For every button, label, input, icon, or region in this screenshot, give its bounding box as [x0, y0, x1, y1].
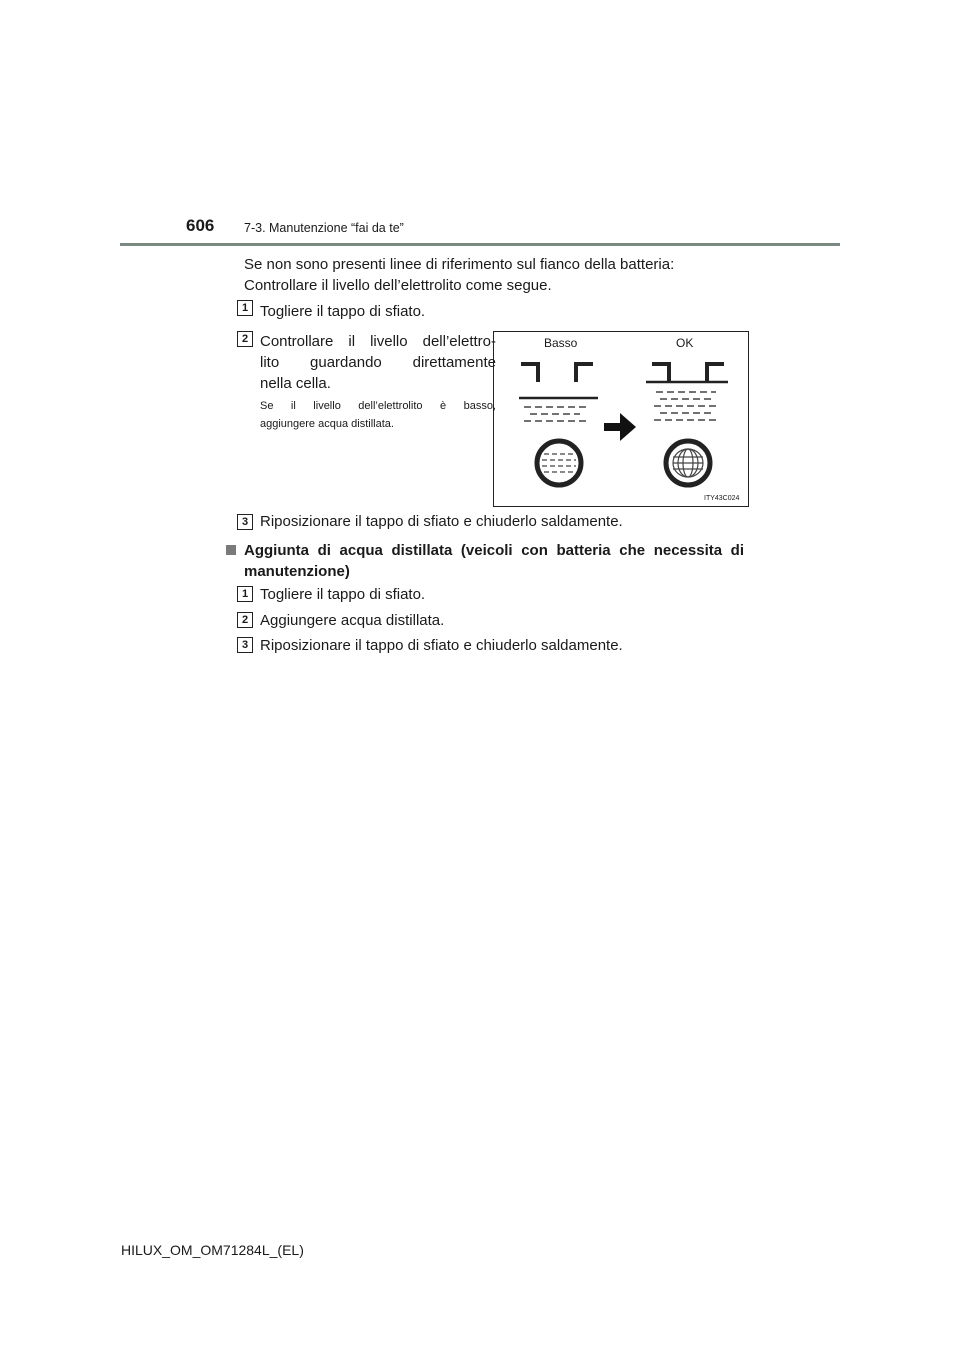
step-number-badge: 3: [237, 514, 253, 530]
section-title: 7-3. Manutenzione “fai da te”: [244, 221, 404, 235]
footer-doc-code: HILUX_OM_OM71284L_(EL): [121, 1242, 304, 1258]
step-2-line-2: lito guardando direttamente: [260, 354, 496, 371]
electrolyte-level-figure: [493, 331, 749, 507]
ok-cell-top-view-icon: [666, 441, 710, 485]
label-low: Basso: [544, 336, 578, 350]
step-2-note-line-1: Se il livello dell’elettrolito è basso,: [260, 400, 496, 412]
section-2-step-1-text: Togliere il tappo di sfiato.: [260, 586, 426, 603]
step-number-badge: 2: [237, 331, 253, 347]
step-number-badge: 2: [237, 612, 253, 628]
intro-line-2: Controllare il livello dell’elettrolito come segue.: [244, 277, 552, 294]
step-number-badge: 1: [237, 586, 253, 602]
step-2-line-3: nella cella.: [260, 375, 331, 392]
step-2-note-line-2: aggiungere acqua distillata.: [260, 418, 394, 430]
page-number: 606: [186, 216, 215, 235]
header-divider: [120, 243, 840, 246]
figure-code: ITY43C024: [704, 495, 740, 502]
step-1-text: Togliere il tappo di sfiato.: [260, 303, 426, 320]
section-2-title-line-1: Aggiunta di acqua distillata (veicoli con batteria che necessita di: [244, 542, 744, 559]
section-2-step-3-text: Riposizionare il tappo di sfiato e chiuderlo saldamente.: [260, 637, 623, 654]
section-2-step-2-text: Aggiungere acqua distillata.: [260, 612, 445, 629]
intro-line-1: Se non sono presenti linee di riferimento sul fianco della batteria:: [244, 256, 675, 273]
ok-cell-opening-icon: [652, 364, 724, 382]
section-2-title-line-2: manutenzione): [244, 563, 350, 580]
square-bullet-icon: [226, 545, 236, 555]
low-cell-top-view-icon: [537, 441, 581, 485]
step-2-line-1: Controllare il livello dell’elettro-: [260, 333, 496, 350]
label-ok: OK: [676, 336, 694, 350]
step-3-text: Riposizionare il tappo di sfiato e chiuderlo saldamente.: [260, 513, 623, 530]
low-cell-opening-icon: [521, 364, 593, 382]
right-arrow-icon: [604, 413, 636, 441]
step-number-badge: 3: [237, 637, 253, 653]
step-number-badge: 1: [237, 300, 253, 316]
